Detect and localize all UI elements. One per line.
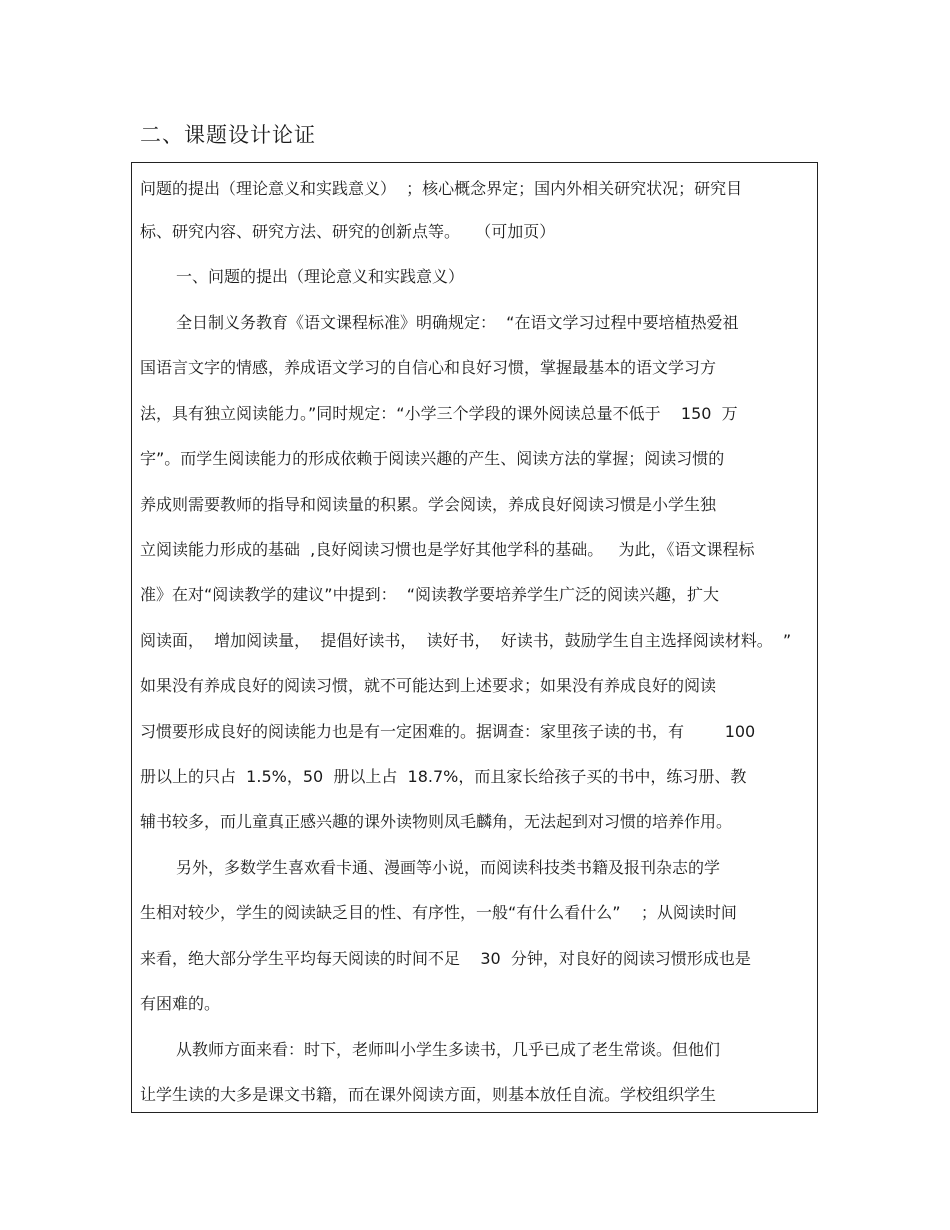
text-line: 养成则需要教师的指导和阅读量的积累。学会阅读，养成良好阅读习惯是小学生独 [140,495,717,514]
text-line: 法，具有独立阅读能力。”同时规定：“小学三个学段的课外阅读总量不低于 150 万 [140,404,738,423]
text-line: 问题的提出（理论意义和实践意义） ；核心概念界定；国内外相关研究状况；研究目 [140,179,743,198]
text-line: 国语言文字的情感，养成语文学习的自信心和良好习惯，掌握最基本的语文学习方 [140,358,717,377]
text-line: 如果没有养成良好的阅读习惯，就不可能达到上述要求；如果没有养成良好的阅读 [140,676,717,695]
text-line: 立阅读能力形成的基础 ,良好阅读习惯也是学好其他学科的基础。 为此，《语文课程标 [140,540,755,559]
section-title: 二、课题设计论证 [140,123,316,147]
text-line: 标、研究内容、研究方法、研究的创新点等。 （可加页） [140,222,556,241]
subheading-problem: 一、问题的提出（理论意义和实践意义） [176,267,465,286]
text-line: 另外，多数学生喜欢看卡通、漫画等小说，而阅读科技类书籍及报刊杂志的学 [176,858,721,877]
text-line: 字”。而学生阅读能力的形成依赖于阅读兴趣的产生、阅读方法的掌握；阅读习惯的 [140,449,725,468]
text-line: 生相对较少，学生的阅读缺乏目的性、有序性，一般“有什么看什么” ；从阅读时间 [140,903,737,922]
text-line: 册以上的只占 1.5%，50 册以上占 18.7%，而且家长给孩子买的书中，练习册、教 [140,767,747,786]
text-line: 辅书较多，而儿童真正感兴趣的课外读物则凤毛麟角，无法起到对习惯的培养作用。 [140,812,733,831]
text-line: 阅读面， 增加阅读量， 提倡好读书， 读好书， 好读书，鼓励学生自主选择阅读材料。 ” [140,631,792,650]
text-line: 从教师方面来看：时下，老师叫小学生多读书，几乎已成了老生常谈。但他们 [176,1040,721,1059]
text-line: 有困难的。 [140,994,221,1013]
content-box [131,162,818,1113]
text-line: 全日制义务教育《语文课程标准》明确规定： “在语文学习过程中要培植热爱祖 [176,313,739,332]
text-line: 让学生读的大多是课文书籍，而在课外阅读方面，则基本放任自流。学校组织学生 [140,1085,717,1104]
text-line: 准》在对“阅读教学的建议”中提到： “阅读教学要培养学生广泛的阅读兴趣，扩大 [140,585,720,604]
text-line: 来看，绝大部分学生平均每天阅读的时间不足 30 分钟，对良好的阅读习惯形成也是 [140,949,751,968]
text-line: 习惯要形成良好的阅读能力也是有一定困难的。据调查：家里孩子读的书，有 100 [140,722,756,741]
